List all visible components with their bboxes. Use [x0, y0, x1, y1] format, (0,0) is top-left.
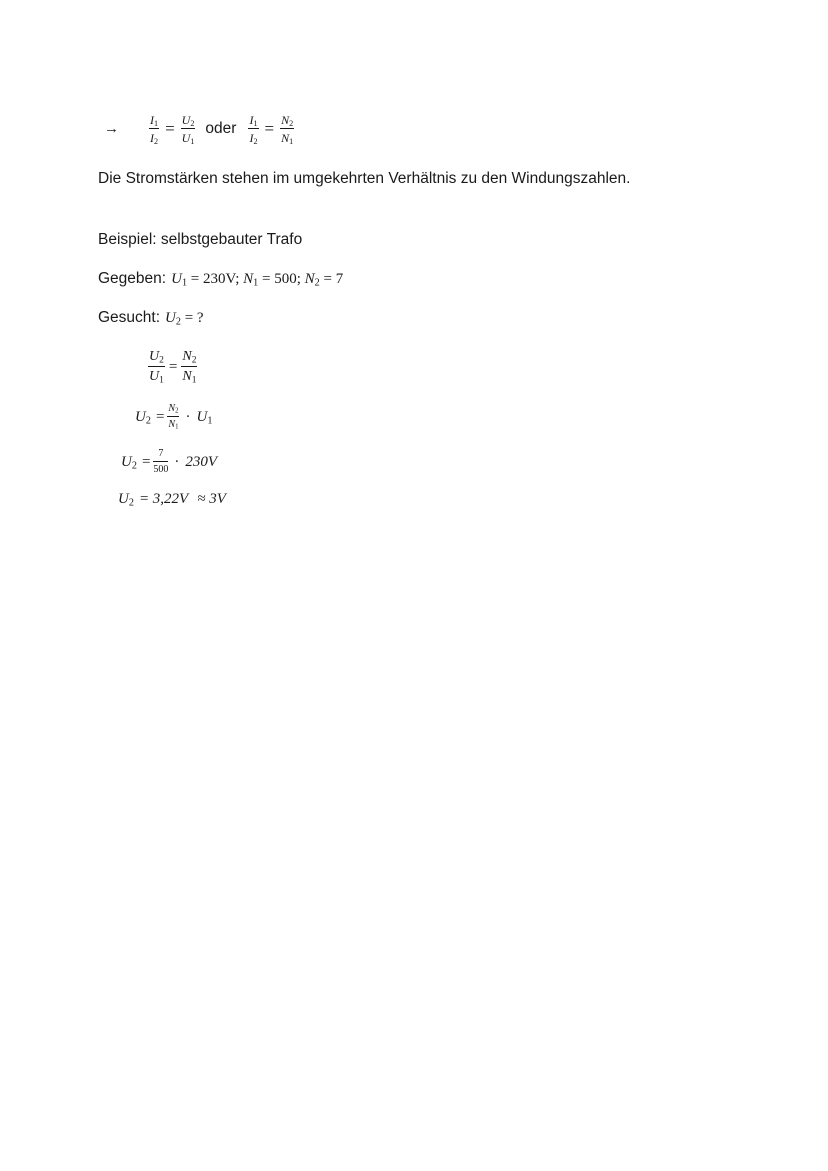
sought-label: Gesucht:	[98, 309, 161, 326]
fraction-u2-u1: $\frac{U_2}{U_1}$	[181, 113, 195, 147]
fraction-i1-i2-second: $\frac{I_1}{I_2}$	[249, 113, 258, 147]
given-n1-symbol: $N_1$	[243, 270, 259, 289]
fraction-n2-n1-step1: $\frac{N_2}{N_1}$	[182, 349, 197, 386]
equals-sign-step1: =	[168, 358, 178, 375]
equals-sign-step3: =	[141, 453, 151, 470]
oder-text: oder	[205, 120, 237, 137]
step-4-result	[118, 491, 226, 508]
given-line	[98, 270, 343, 288]
multiply-dot-step3: ·	[174, 453, 180, 470]
sought-value: $U_2$ = ?	[165, 309, 204, 328]
fraction-u2-u1-step1: $\frac{U_2}{U_1}$	[149, 349, 164, 386]
example-heading: Beispiel: selbstgebauter Trafo	[98, 231, 303, 248]
equals-sign-second: =	[264, 119, 275, 138]
statement-text: Die Stromstärken stehen im umgekehrten Verhältnis zu den Windungszahlen.	[98, 170, 631, 187]
fraction-i1-i2: $\frac{I_1}{I_2}$	[150, 113, 159, 147]
given-values	[171, 271, 343, 288]
multiply-dot-step2: ·	[185, 408, 191, 425]
step-2-equation	[135, 404, 212, 430]
step4-lhs: $U_2$	[118, 491, 134, 509]
fraction-7-500: $\frac{7}{500}$	[153, 448, 169, 475]
sought-line	[98, 309, 204, 327]
arrow-icon: →	[104, 120, 119, 137]
step-1-equation	[148, 350, 197, 384]
fraction-n2-n1-step2: $\frac{N_2}{N_1}$	[168, 403, 179, 431]
given-label: Gegeben:	[98, 270, 167, 287]
step2-lhs: $U_2$	[135, 408, 151, 427]
given-n2-value: = 7	[319, 270, 344, 287]
step2-u1: $U_1$	[196, 408, 213, 427]
given-n2-symbol: $N_2$	[304, 270, 320, 289]
given-u-symbol: $U_1$	[171, 270, 188, 289]
given-u-value: = 230V	[187, 270, 236, 287]
step-3-equation	[121, 449, 217, 475]
given-n1-value: = 500	[258, 270, 297, 287]
given-separator: ;	[296, 270, 305, 287]
equals-sign-step2: =	[155, 408, 165, 425]
equals-sign: =	[165, 119, 175, 138]
fraction-n2-n1: $\frac{N_2}{N_1}$	[281, 113, 294, 147]
step3-value: 230V	[185, 453, 218, 470]
step3-lhs: $U_2$	[121, 453, 137, 472]
step4-approx: ≈ 3V	[197, 491, 226, 507]
ratio-line	[104, 113, 294, 147]
step4-value: = 3,22V	[138, 491, 189, 507]
given-separator: ;	[235, 270, 244, 287]
